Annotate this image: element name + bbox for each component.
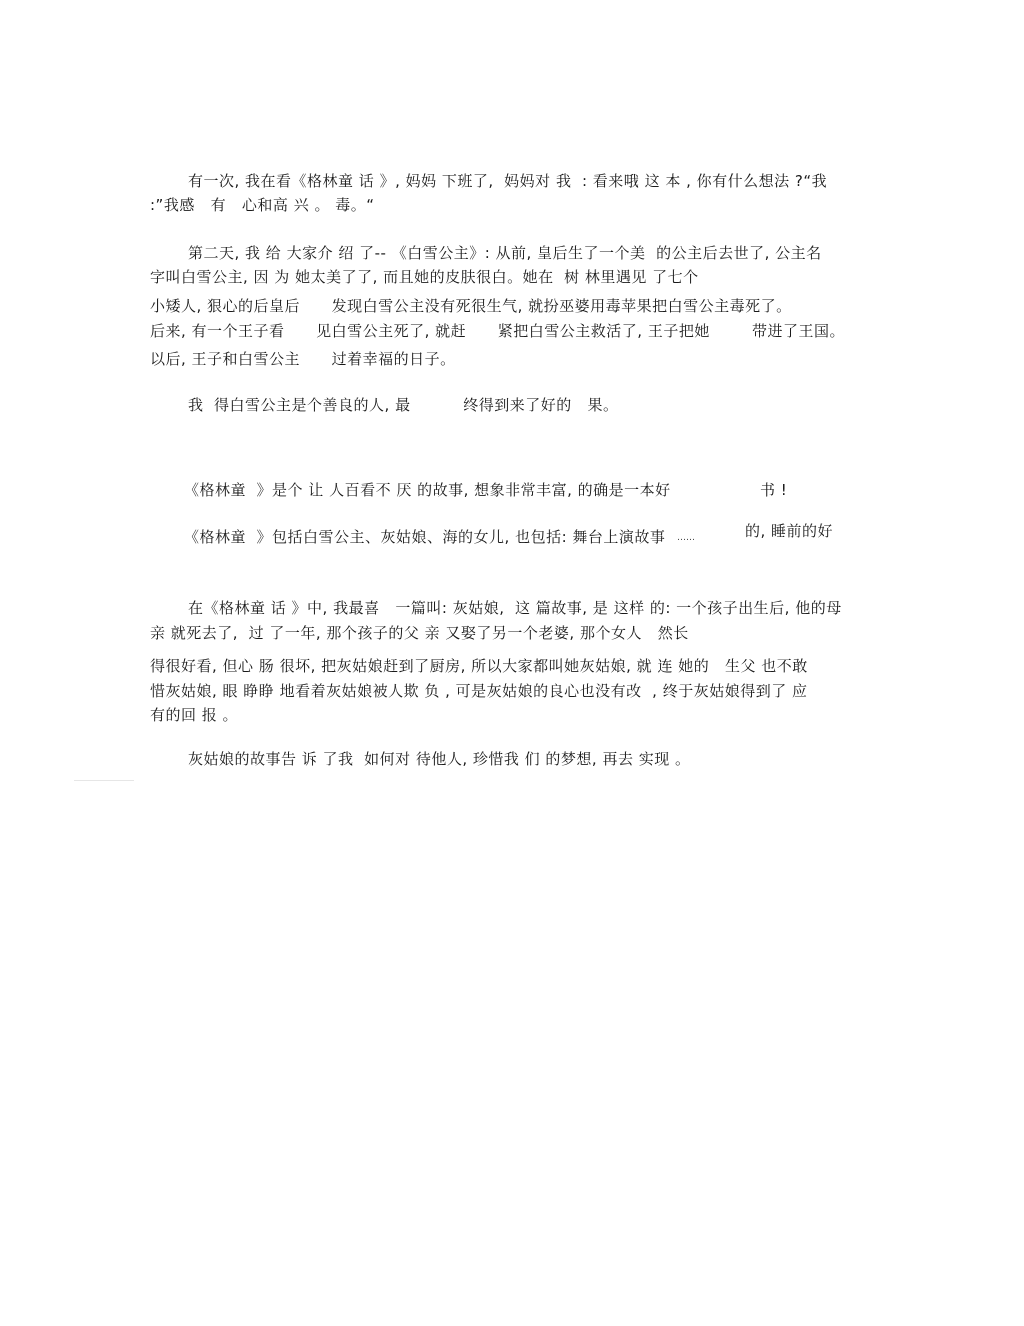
paragraph-5-tail: 的, 睡前的好 <box>745 522 834 540</box>
paragraph-6-line-4: 惜灰姑娘, 眼 睁睁 地看着灰姑娘被人欺 负 , 可是灰姑娘的良心也没有改 , 终于灰姑娘得到了 应 <box>150 682 808 700</box>
paragraph-1-line-1: 有一次, 我在看《格林童 话 》, 妈妈 下班了, 妈妈对 我 : 看来哦 这 本 , 你有什么想法 ?“我 <box>188 172 828 190</box>
paragraph-4-tail: 书 ! <box>760 481 788 499</box>
paragraph-2-line-2: 字叫白雪公主, 因 为 她太美了了, 而且她的皮肤很白。她在 树 林里遇见 了七个 <box>150 268 699 286</box>
divider <box>74 780 134 781</box>
paragraph-6-line-2: 亲 就死去了, 过 了一年, 那个孩子的父 亲 又娶了另一个老婆, 那个女人 然长 <box>150 624 689 642</box>
paragraph-2-line-3: 小矮人, 狠心的后皇后 发现白雪公主没有死很生气, 就扮巫婆用毒苹果把白雪公主毒死了。 <box>150 297 792 315</box>
paragraph-6-line-1: 在《格林童 话 》中, 我最喜 一篇叫: 灰姑娘, 这 篇故事, 是 这样 的: 一个孩子出生后, 他的母 <box>188 599 842 617</box>
paragraph-6-line-5: 有的回 报 。 <box>150 706 239 724</box>
ellipsis: …… <box>677 533 695 543</box>
paragraph-2-line-5: 以后, 王子和白雪公主 过着幸福的日子。 <box>150 350 456 368</box>
paragraph-3: 我 得白雪公主是个善良的人, 最 终得到来了好的 果。 <box>188 396 619 414</box>
paragraph-2-line-1: 第二天, 我 给 大家介 绍 了-- 《白雪公主》: 从前, 皇后生了一个美 的公主后去世了, 公主名 <box>188 244 822 262</box>
paragraph-1-line-2: :”我感 有 心和高 兴 。 毒。“ <box>150 196 375 214</box>
paragraph-4: 《格林童 》是个 让 人百看不 厌 的故事, 想象非常丰富, 的确是一本好 <box>184 481 671 499</box>
paragraph-7: 灰姑娘的故事告 诉 了我 如何对 待他人, 珍惜我 们 的梦想, 再去 实现 。 <box>188 750 691 768</box>
paragraph-6-line-3: 得很好看, 但心 肠 很坏, 把灰姑娘赶到了厨房, 所以大家都叫她灰姑娘, 就 连 她的 生父 也不敢 <box>150 657 808 675</box>
paragraph-5: 《格林童 》包括白雪公主、灰姑娘、海的女儿, 也包括: 舞台上演故事 <box>184 528 666 546</box>
paragraph-2-line-4: 后来, 有一个王子看 见白雪公主死了, 就赶 紧把白雪公主救活了, 王子把她 带进了王国。 <box>150 322 845 340</box>
